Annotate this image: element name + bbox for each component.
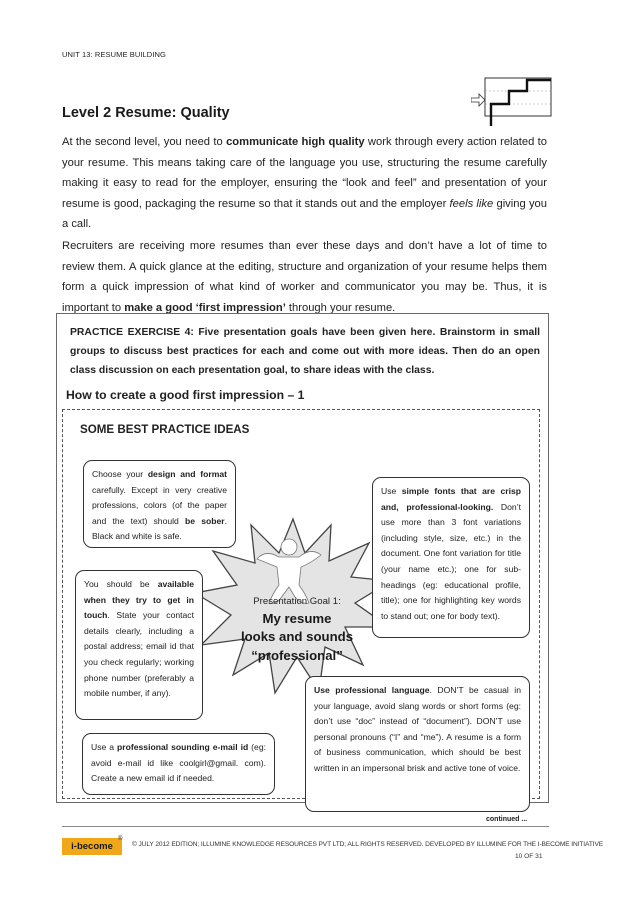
goal-line-2: looks and sounds bbox=[240, 629, 354, 644]
goal-line-3: “professional” bbox=[251, 648, 343, 663]
email-card: Use a professional sounding e-mail id (eg: avoid e-mail id like coolgirl@gmail. com). Create a new email id if needed. bbox=[82, 733, 275, 795]
continued-note: continued ... bbox=[486, 816, 528, 823]
page-number: 10 OF 31 bbox=[515, 853, 543, 860]
fonts-card: Use simple fonts that are crisp and, professional-looking. Don’t use more than 3 font variations (including style, size, etc.) in the document. One font variation for title (your name etc.); one for sub-headings (eg: educational profile, title); one for highlighting key words to stand out; one for body text). bbox=[372, 477, 530, 638]
exercise-instruction: PRACTICE EXERCISE 4: Five presentation goals have been given here. Brainstorm in small groups to discuss best practices for each and come out with more ideas. Then do an open class discussion on each presentation goal, to share ideas with the class. bbox=[70, 327, 540, 376]
availability-card: You should be available when they try to get in touch. State your contact details clearly, including a postal address; email id that you check regularly; working phone number (preferably a mobile number, if any). bbox=[75, 570, 203, 720]
staircase-level-icon bbox=[471, 76, 553, 128]
unit-label: UNIT 13: RESUME BUILDING bbox=[62, 50, 166, 59]
best-practice-title: SOME BEST PRACTICE IDEAS bbox=[80, 423, 250, 436]
language-card: Use professional language. DON’T be casual in your language, avoid slang words or short forms (eg: don’t use “doc” instead of “document”). DON’T use personal pronouns (“I” and “me”). A resume is a form of business communication, which should be best written in an impersonal brisk and active tone of voice. bbox=[305, 676, 530, 812]
goal-line-1: My resume bbox=[262, 611, 332, 626]
footer-divider bbox=[62, 826, 549, 827]
goal-label: Presentation Goal 1: bbox=[253, 596, 341, 607]
recruiters-paragraph: Recruiters are receiving more resumes than ever these days and don’t have a lot of time to review them. A quick glance at the editing, structure and organization of your resume helps them form a quick impression of what kind of worker and communicator you may be. Thus, it is important to make a good ‘first impression’ through your resume. bbox=[62, 240, 547, 314]
section-title: Level 2 Resume: Quality bbox=[62, 105, 230, 121]
how-to-title: How to create a good first impression – 1 bbox=[66, 388, 305, 402]
copyright-text: © JULY 2012 EDITION; ILLUMINE KNOWLEDGE RESOURCES PVT LTD; ALL RIGHTS RESERVED. DEVELOPED BY ILLUMINE FOR THE I-BECOME INITIATIVE bbox=[132, 841, 604, 848]
design-format-card: Choose your design and format carefully. Except in very creative professions, colors (of the paper and the text) should be sober. Black and white is safe. bbox=[83, 460, 236, 548]
registered-mark: ® bbox=[118, 836, 123, 842]
i-become-logo: i-become bbox=[62, 838, 122, 855]
intro-paragraph: At the second level, you need to communicate high quality work through every action related to your resume. This means taking care of the language you use, structuring the resume carefully making it easy to read for the employer, ensuring the “look and feel” and presentation of your resume is good, packaging the resume so that it stands out and the employer feels like giving you a call. bbox=[62, 136, 548, 230]
